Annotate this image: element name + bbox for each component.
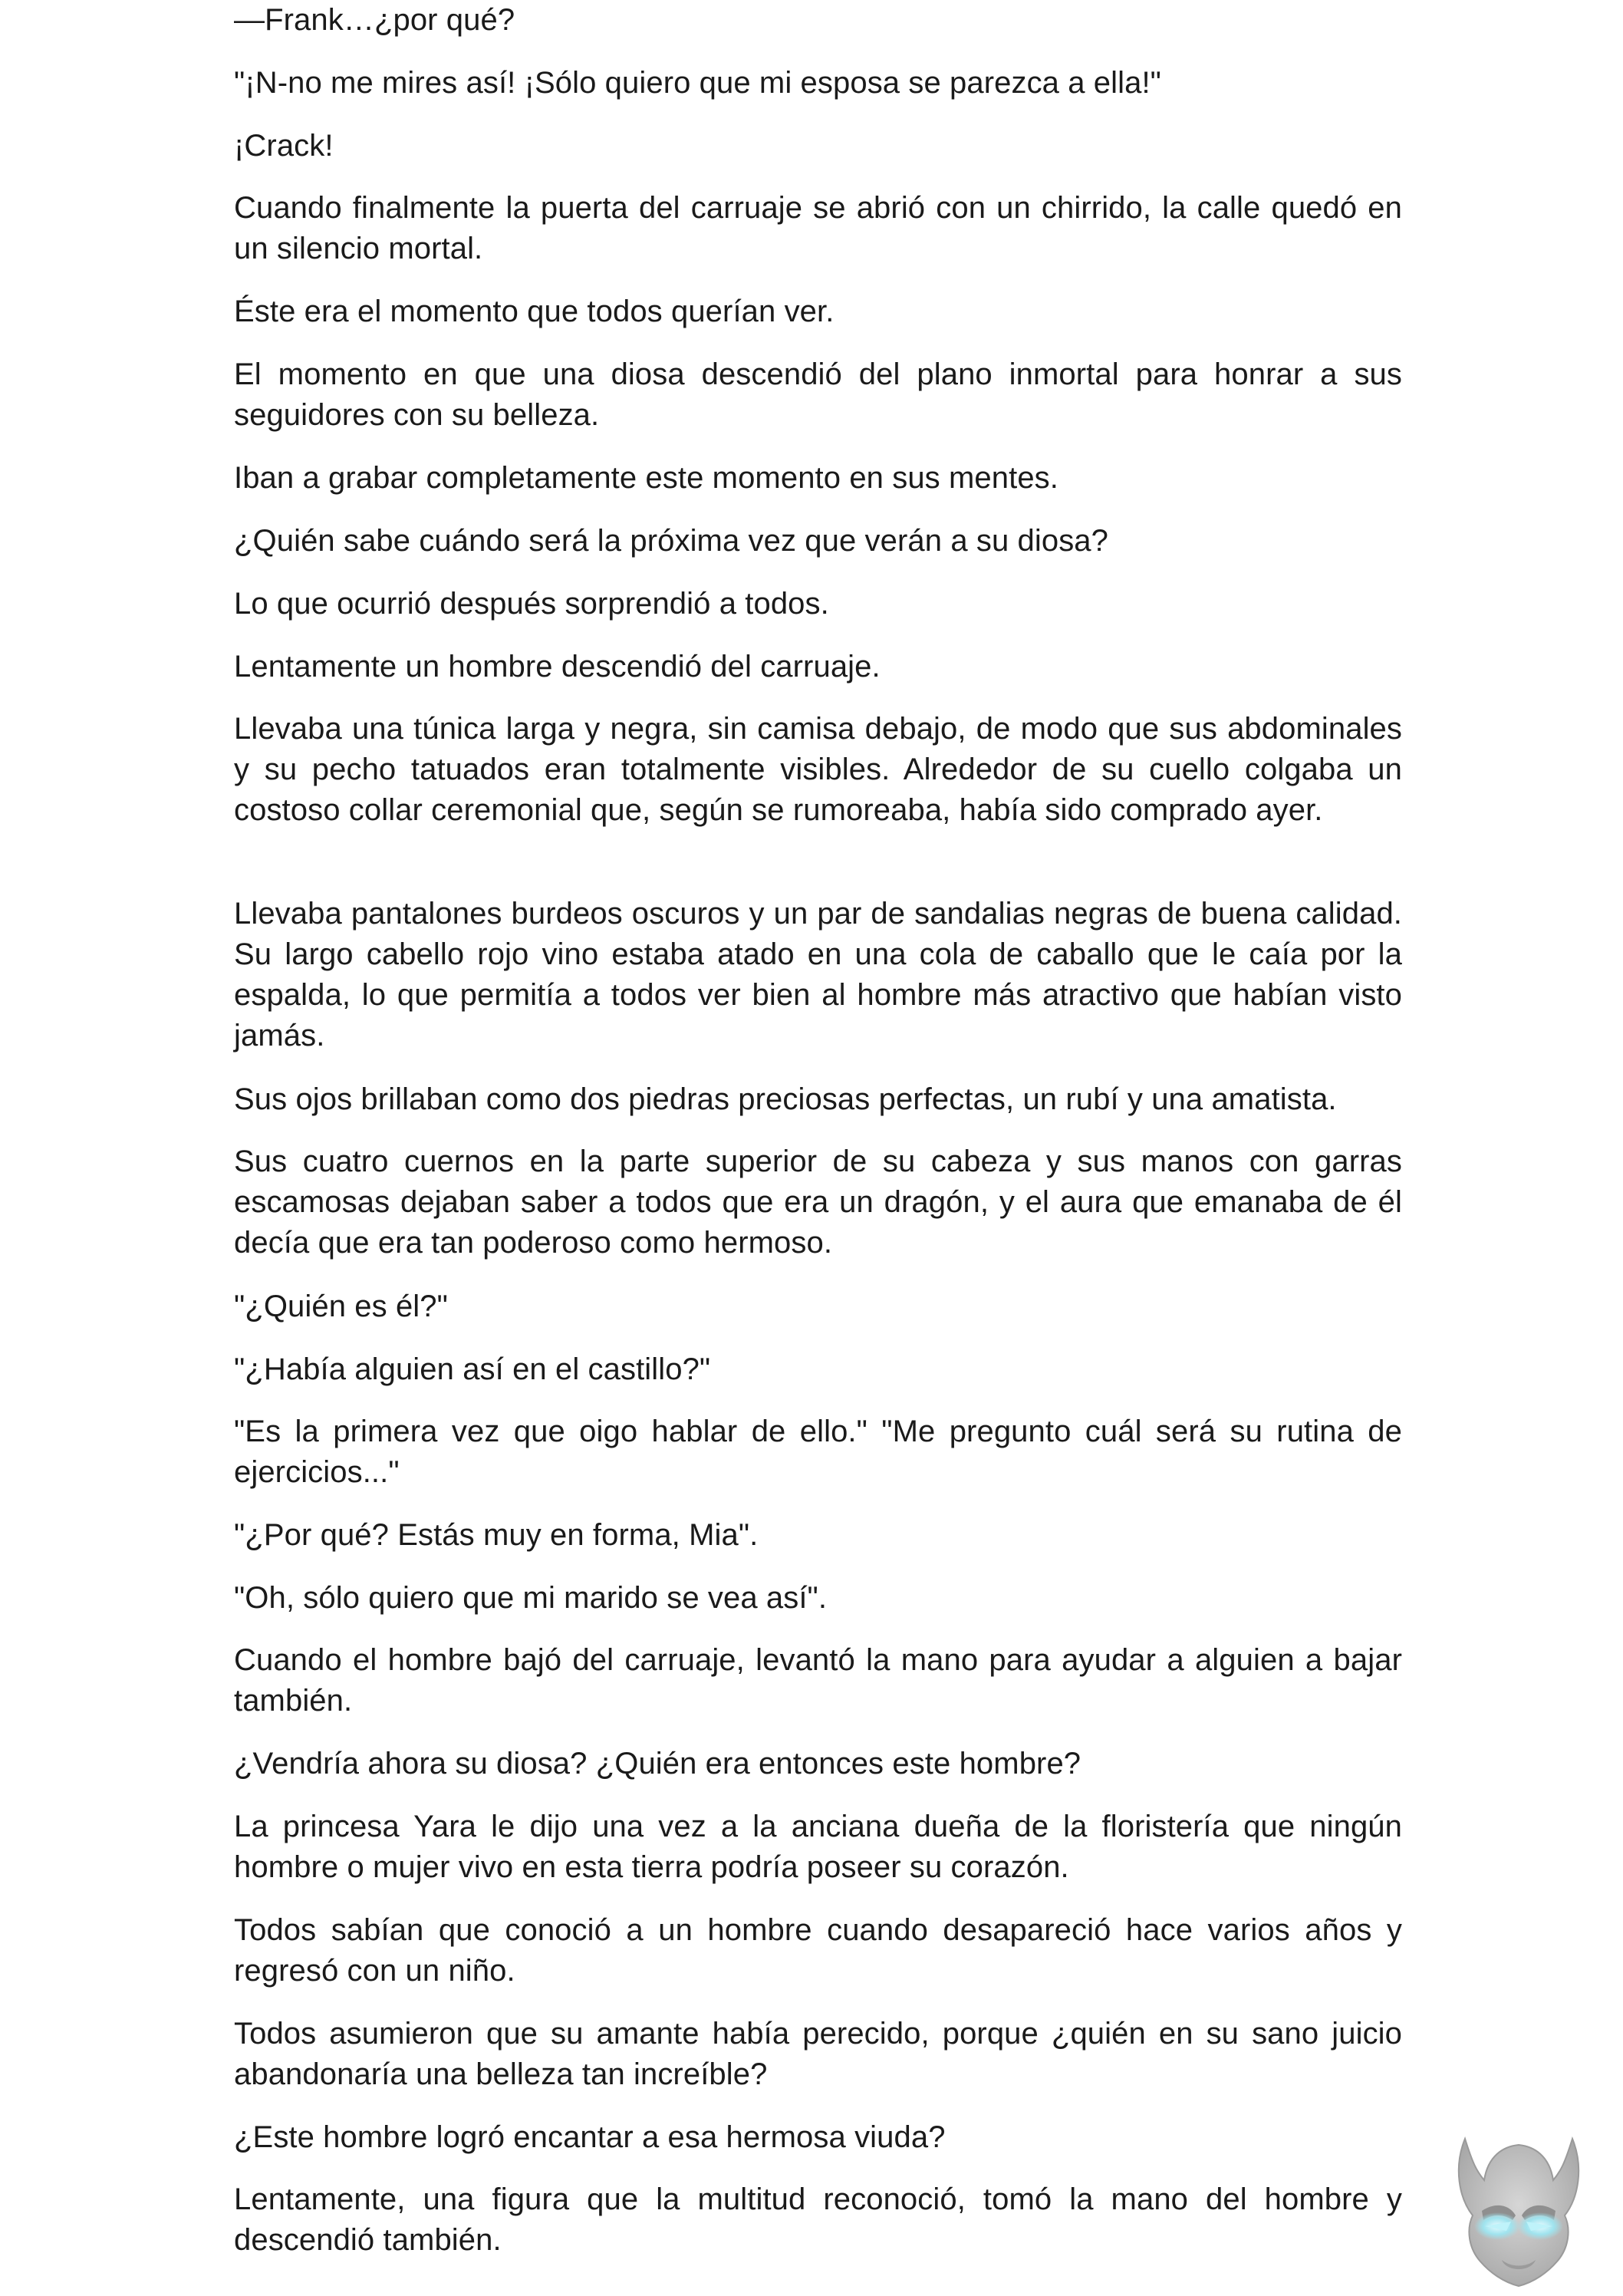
- paragraph: "¿Quién es él?": [234, 1290, 448, 1323]
- paragraph: ¿Quién sabe cuándo será la próxima vez que verán a su diosa?: [234, 524, 1109, 558]
- paragraph: Lentamente, una figura que la multitud reconoció, tomó la mano del hombre y descendió también.: [234, 2182, 1402, 2257]
- paragraph: Lentamente un hombre descendió del carruaje.: [234, 650, 881, 684]
- paragraph: Iban a grabar completamente este momento en sus mentes.: [234, 461, 1058, 495]
- paragraph: "Oh, sólo quiero que mi marido se vea así".: [234, 1581, 828, 1615]
- paragraph: —Frank…¿por qué?: [234, 3, 515, 37]
- paragraph: "Es la primera vez que oigo hablar de ello." "Me pregunto cuál será su rutina de ejercicios...": [234, 1415, 1402, 1489]
- paragraph: ¿Este hombre logró encantar a esa hermosa viuda?: [234, 2120, 946, 2154]
- paragraph: "¿Por qué? Estás muy en forma, Mia".: [234, 1518, 759, 1552]
- demon-head-logo-icon: [1442, 2125, 1595, 2290]
- paragraph: Sus cuatro cuernos en la parte superior de su cabeza y sus manos con garras escamosas dejaban saber a todos que era un dragón, y el aura que emanaba de él decía que era tan poderoso como hermoso.: [234, 1145, 1402, 1260]
- paragraph: "¿Había alguien así en el castillo?": [234, 1352, 711, 1386]
- paragraph: Éste era el momento que todos querían ver.: [234, 295, 835, 328]
- paragraph: Lo que ocurrió después sorprendió a todos.: [234, 587, 829, 621]
- paragraph: "¡N-no me mires así! ¡Sólo quiero que mi esposa se parezca a ella!": [234, 66, 1161, 100]
- paragraph: Llevaba pantalones burdeos oscuros y un par de sandalias negras de buena calidad. Su largo cabello rojo vino estaba atado en una cola de caballo que le caía por la espalda, lo que permitía a todos ver bien al hombre más atractivo que habían visto jamás.: [234, 897, 1402, 1052]
- paragraph: Cuando el hombre bajó del carruaje, levantó la mano para ayudar a alguien a bajar también.: [234, 1643, 1402, 1718]
- paragraph: Cuando finalmente la puerta del carruaje se abrió con un chirrido, la calle quedó en un silencio mortal.: [234, 191, 1402, 265]
- paragraph: Llevaba una túnica larga y negra, sin camisa debajo, de modo que sus abdominales y su pecho tatuados eran totalmente visibles. Alrededor de su cuello colgaba un costoso collar ceremonial que, según se rumoreaba, había sido comprado ayer.: [234, 712, 1402, 827]
- paragraph: ¡Crack!: [234, 129, 334, 163]
- paragraph: La princesa Yara le dijo una vez a la anciana dueña de la floristería que ningún hombre o mujer vivo en esta tierra podría poseer su corazón.: [234, 1810, 1402, 1884]
- paragraph: Todos asumieron que su amante había perecido, porque ¿quién en su sano juicio abandonaría una belleza tan increíble?: [234, 2017, 1402, 2091]
- paragraph: ¿Vendría ahora su diosa? ¿Quién era entonces este hombre?: [234, 1747, 1081, 1780]
- paragraph: Todos sabían que conoció a un hombre cuando desapareció hace varios años y regresó con un niño.: [234, 1913, 1402, 1988]
- paragraph: El momento en que una diosa descendió del plano inmortal para honrar a sus seguidores con su belleza.: [234, 357, 1402, 432]
- paragraph: Sus ojos brillaban como dos piedras preciosas perfectas, un rubí y una amatista.: [234, 1082, 1337, 1116]
